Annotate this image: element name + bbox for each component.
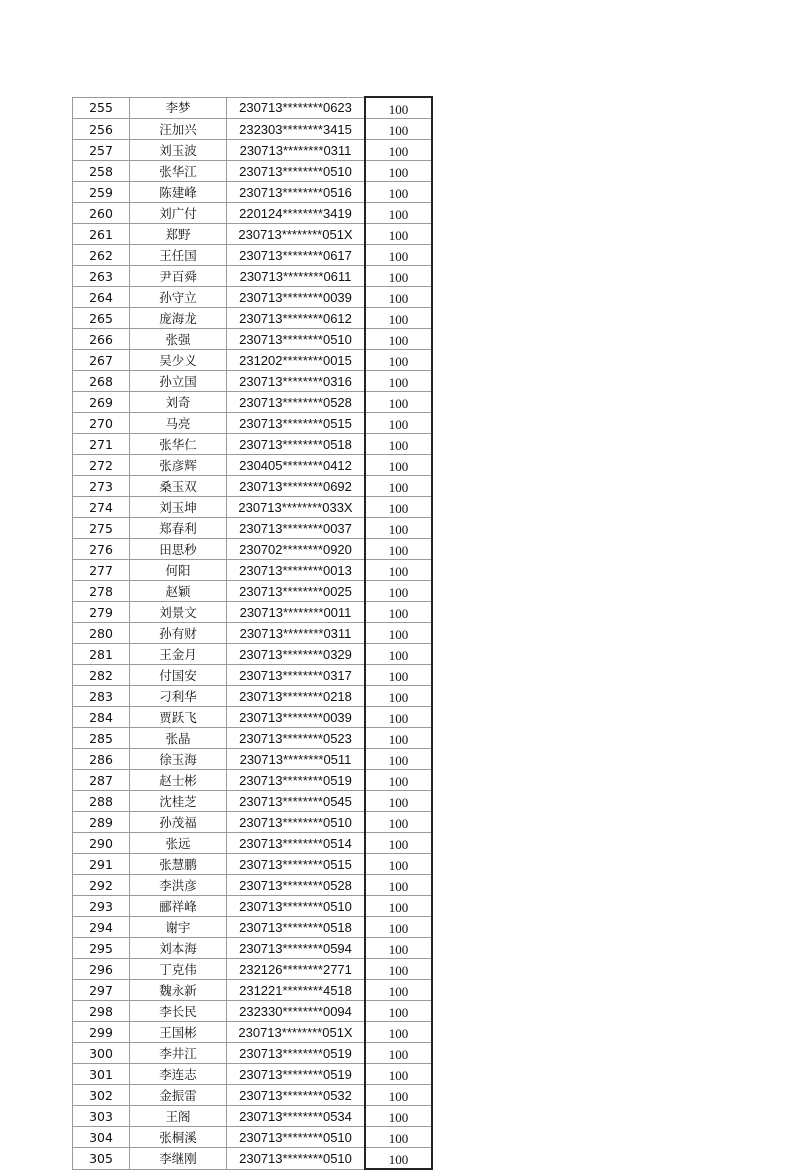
table-row	[73, 1085, 433, 1106]
table-row	[73, 476, 433, 497]
row-number-cell: 293	[73, 896, 130, 917]
id-number-cell: 230713********0039	[227, 287, 366, 308]
score-value-cell: 100	[365, 665, 432, 686]
table-row	[73, 581, 433, 602]
table-row	[73, 287, 433, 308]
id-number-cell: 230713********0510	[227, 329, 366, 350]
table-row	[73, 959, 433, 980]
id-number-cell: 230713********0594	[227, 938, 366, 959]
id-number-cell: 230713********051X	[227, 1022, 366, 1043]
person-name-cell: 王任国	[130, 245, 227, 266]
id-number-cell: 230713********0518	[227, 917, 366, 938]
id-number-cell: 230713********0039	[227, 707, 366, 728]
roster-table	[72, 96, 433, 1170]
person-name-cell: 刘景文	[130, 602, 227, 623]
id-number-cell: 230713********0515	[227, 854, 366, 875]
person-name-cell: 刘玉波	[130, 140, 227, 161]
score-value-cell: 100	[365, 518, 432, 539]
person-name-cell: 吴少义	[130, 350, 227, 371]
table-row	[73, 1064, 433, 1085]
person-name-cell: 张晶	[130, 728, 227, 749]
table-row	[73, 938, 433, 959]
person-name-cell: 马亮	[130, 413, 227, 434]
row-number-cell: 303	[73, 1106, 130, 1127]
row-number-cell: 271	[73, 434, 130, 455]
score-value-cell: 100	[365, 896, 432, 917]
table-row	[73, 224, 433, 245]
row-number-cell: 276	[73, 539, 130, 560]
person-name-cell: 徐玉海	[130, 749, 227, 770]
id-number-cell: 230713********0545	[227, 791, 366, 812]
row-number-cell: 258	[73, 161, 130, 182]
score-value-cell: 100	[365, 455, 432, 476]
table-row	[73, 602, 433, 623]
id-number-cell: 232303********3415	[227, 119, 366, 140]
person-name-cell: 王国彬	[130, 1022, 227, 1043]
id-number-cell: 232126********2771	[227, 959, 366, 980]
score-value-cell: 100	[365, 728, 432, 749]
row-number-cell: 283	[73, 686, 130, 707]
row-number-cell: 295	[73, 938, 130, 959]
row-number-cell: 268	[73, 371, 130, 392]
row-number-cell: 257	[73, 140, 130, 161]
table-row	[73, 749, 433, 770]
row-number-cell: 305	[73, 1148, 130, 1170]
score-value-cell: 100	[365, 812, 432, 833]
id-number-cell: 230713********0692	[227, 476, 366, 497]
id-number-cell: 230713********0611	[227, 266, 366, 287]
row-number-cell: 259	[73, 182, 130, 203]
score-value-cell: 100	[365, 1043, 432, 1064]
row-number-cell: 285	[73, 728, 130, 749]
row-number-cell: 289	[73, 812, 130, 833]
row-number-cell: 299	[73, 1022, 130, 1043]
person-name-cell: 刁利华	[130, 686, 227, 707]
row-number-cell: 264	[73, 287, 130, 308]
id-number-cell: 230713********0532	[227, 1085, 366, 1106]
table-row	[73, 266, 433, 287]
table-row	[73, 896, 433, 917]
table-row	[73, 329, 433, 350]
table-row	[73, 854, 433, 875]
score-value-cell: 100	[365, 602, 432, 623]
score-value-cell: 100	[365, 497, 432, 518]
row-number-cell: 270	[73, 413, 130, 434]
row-number-cell: 292	[73, 875, 130, 896]
score-value-cell: 100	[365, 707, 432, 728]
person-name-cell: 张慧鹏	[130, 854, 227, 875]
person-name-cell: 张强	[130, 329, 227, 350]
score-value-cell: 100	[365, 938, 432, 959]
score-value-cell: 100	[365, 266, 432, 287]
table-row	[73, 623, 433, 644]
id-number-cell: 230713********0510	[227, 161, 366, 182]
table-row	[73, 182, 433, 203]
score-value-cell: 100	[365, 140, 432, 161]
table-row	[73, 1148, 433, 1170]
score-value-cell: 100	[365, 833, 432, 854]
score-value-cell: 100	[365, 308, 432, 329]
person-name-cell: 刘奇	[130, 392, 227, 413]
row-number-cell: 301	[73, 1064, 130, 1085]
row-number-cell: 297	[73, 980, 130, 1001]
person-name-cell: 陈建峰	[130, 182, 227, 203]
score-value-cell: 100	[365, 1148, 432, 1170]
person-name-cell: 孙立国	[130, 371, 227, 392]
row-number-cell: 279	[73, 602, 130, 623]
person-name-cell: 李洪彦	[130, 875, 227, 896]
score-value-cell: 100	[365, 959, 432, 980]
table-row	[73, 392, 433, 413]
table-row	[73, 434, 433, 455]
id-number-cell: 230713********0025	[227, 581, 366, 602]
table-row	[73, 770, 433, 791]
id-number-cell: 230713********0519	[227, 770, 366, 791]
person-name-cell: 庞海龙	[130, 308, 227, 329]
id-number-cell: 230713********0516	[227, 182, 366, 203]
row-number-cell: 284	[73, 707, 130, 728]
person-name-cell: 李长民	[130, 1001, 227, 1022]
score-value-cell: 100	[365, 476, 432, 497]
person-name-cell: 魏永新	[130, 980, 227, 1001]
person-name-cell: 刘本海	[130, 938, 227, 959]
table-row	[73, 245, 433, 266]
person-name-cell: 张彦辉	[130, 455, 227, 476]
table-row	[73, 644, 433, 665]
score-value-cell: 100	[365, 413, 432, 434]
table-row	[73, 539, 433, 560]
row-number-cell: 263	[73, 266, 130, 287]
id-number-cell: 232330********0094	[227, 1001, 366, 1022]
row-number-cell: 286	[73, 749, 130, 770]
person-name-cell: 桑玉双	[130, 476, 227, 497]
row-number-cell: 290	[73, 833, 130, 854]
score-value-cell: 100	[365, 791, 432, 812]
table-row	[73, 560, 433, 581]
table-row	[73, 308, 433, 329]
score-value-cell: 100	[365, 245, 432, 266]
row-number-cell: 302	[73, 1085, 130, 1106]
roster-table-body	[73, 97, 433, 1169]
table-row	[73, 875, 433, 896]
row-number-cell: 287	[73, 770, 130, 791]
id-number-cell: 230713********0511	[227, 749, 366, 770]
table-row	[73, 203, 433, 224]
row-number-cell: 267	[73, 350, 130, 371]
id-number-cell: 230713********0623	[227, 97, 366, 119]
score-value-cell: 100	[365, 770, 432, 791]
id-number-cell: 230713********0510	[227, 896, 366, 917]
id-number-cell: 230713********051X	[227, 224, 366, 245]
row-number-cell: 298	[73, 1001, 130, 1022]
person-name-cell: 张远	[130, 833, 227, 854]
person-name-cell: 付国安	[130, 665, 227, 686]
id-number-cell: 230713********0311	[227, 623, 366, 644]
id-number-cell: 220124********3419	[227, 203, 366, 224]
table-row	[73, 812, 433, 833]
table-row	[73, 980, 433, 1001]
score-value-cell: 100	[365, 644, 432, 665]
score-value-cell: 100	[365, 371, 432, 392]
person-name-cell: 沈桂芝	[130, 791, 227, 812]
row-number-cell: 272	[73, 455, 130, 476]
person-name-cell: 郑春利	[130, 518, 227, 539]
table-row	[73, 140, 433, 161]
score-value-cell: 100	[365, 434, 432, 455]
score-value-cell: 100	[365, 1022, 432, 1043]
person-name-cell: 金振雷	[130, 1085, 227, 1106]
id-number-cell: 230713********0510	[227, 812, 366, 833]
id-number-cell: 230405********0412	[227, 455, 366, 476]
row-number-cell: 255	[73, 97, 130, 119]
id-number-cell: 230713********0515	[227, 413, 366, 434]
score-value-cell: 100	[365, 980, 432, 1001]
person-name-cell: 李连志	[130, 1064, 227, 1085]
id-number-cell: 230713********0519	[227, 1064, 366, 1085]
person-name-cell: 孙茂福	[130, 812, 227, 833]
score-value-cell: 100	[365, 287, 432, 308]
row-number-cell: 304	[73, 1127, 130, 1148]
id-number-cell: 230713********0514	[227, 833, 366, 854]
score-value-cell: 100	[365, 560, 432, 581]
table-row	[73, 97, 433, 119]
person-name-cell: 孙守立	[130, 287, 227, 308]
table-row	[73, 791, 433, 812]
score-value-cell: 100	[365, 1127, 432, 1148]
row-number-cell: 260	[73, 203, 130, 224]
person-name-cell: 王金月	[130, 644, 227, 665]
id-number-cell: 230713********0617	[227, 245, 366, 266]
person-name-cell: 贾跃飞	[130, 707, 227, 728]
row-number-cell: 281	[73, 644, 130, 665]
row-number-cell: 269	[73, 392, 130, 413]
score-value-cell: 100	[365, 917, 432, 938]
person-name-cell: 李井江	[130, 1043, 227, 1064]
table-row	[73, 728, 433, 749]
person-name-cell: 赵士彬	[130, 770, 227, 791]
score-value-cell: 100	[365, 392, 432, 413]
score-value-cell: 100	[365, 581, 432, 602]
table-row	[73, 665, 433, 686]
score-value-cell: 100	[365, 749, 432, 770]
row-number-cell: 278	[73, 581, 130, 602]
id-number-cell: 230713********0523	[227, 728, 366, 749]
person-name-cell: 李继刚	[130, 1148, 227, 1170]
table-row	[73, 1001, 433, 1022]
person-name-cell: 李梦	[130, 97, 227, 119]
table-row	[73, 518, 433, 539]
row-number-cell: 262	[73, 245, 130, 266]
row-number-cell: 288	[73, 791, 130, 812]
row-number-cell: 265	[73, 308, 130, 329]
id-number-cell: 230713********0528	[227, 392, 366, 413]
person-name-cell: 王阁	[130, 1106, 227, 1127]
id-number-cell: 230713********0316	[227, 371, 366, 392]
table-row	[73, 833, 433, 854]
person-name-cell: 张华江	[130, 161, 227, 182]
id-number-cell: 230713********0528	[227, 875, 366, 896]
id-number-cell: 230713********0534	[227, 1106, 366, 1127]
row-number-cell: 274	[73, 497, 130, 518]
person-name-cell: 谢宇	[130, 917, 227, 938]
person-name-cell: 汪加兴	[130, 119, 227, 140]
score-value-cell: 100	[365, 1064, 432, 1085]
row-number-cell: 291	[73, 854, 130, 875]
table-row	[73, 1043, 433, 1064]
id-number-cell: 230702********0920	[227, 539, 366, 560]
score-value-cell: 100	[365, 97, 432, 119]
score-value-cell: 100	[365, 182, 432, 203]
score-value-cell: 100	[365, 329, 432, 350]
person-name-cell: 刘玉坤	[130, 497, 227, 518]
id-number-cell: 230713********0037	[227, 518, 366, 539]
person-name-cell: 郑野	[130, 224, 227, 245]
table-row	[73, 455, 433, 476]
score-value-cell: 100	[365, 854, 432, 875]
id-number-cell: 230713********0519	[227, 1043, 366, 1064]
score-value-cell: 100	[365, 161, 432, 182]
score-value-cell: 100	[365, 203, 432, 224]
id-number-cell: 230713********0612	[227, 308, 366, 329]
person-name-cell: 孙有财	[130, 623, 227, 644]
id-number-cell: 230713********0518	[227, 434, 366, 455]
table-row	[73, 371, 433, 392]
score-value-cell: 100	[365, 1001, 432, 1022]
id-number-cell: 230713********0218	[227, 686, 366, 707]
person-name-cell: 郦祥峰	[130, 896, 227, 917]
id-number-cell: 230713********033X	[227, 497, 366, 518]
table-row	[73, 917, 433, 938]
score-value-cell: 100	[365, 350, 432, 371]
person-name-cell: 张桐溪	[130, 1127, 227, 1148]
score-value-cell: 100	[365, 1106, 432, 1127]
table-row	[73, 497, 433, 518]
person-name-cell: 刘广付	[130, 203, 227, 224]
person-name-cell: 尹百舜	[130, 266, 227, 287]
row-number-cell: 275	[73, 518, 130, 539]
table-row	[73, 119, 433, 140]
table-row	[73, 161, 433, 182]
score-value-cell: 100	[365, 623, 432, 644]
row-number-cell: 300	[73, 1043, 130, 1064]
person-name-cell: 何阳	[130, 560, 227, 581]
id-number-cell: 230713********0510	[227, 1148, 366, 1170]
person-name-cell: 张华仁	[130, 434, 227, 455]
score-value-cell: 100	[365, 875, 432, 896]
row-number-cell: 261	[73, 224, 130, 245]
row-number-cell: 296	[73, 959, 130, 980]
row-number-cell: 280	[73, 623, 130, 644]
row-number-cell: 273	[73, 476, 130, 497]
id-number-cell: 230713********0311	[227, 140, 366, 161]
table-row	[73, 350, 433, 371]
score-value-cell: 100	[365, 224, 432, 245]
person-name-cell: 丁克伟	[130, 959, 227, 980]
id-number-cell: 231202********0015	[227, 350, 366, 371]
person-name-cell: 赵颖	[130, 581, 227, 602]
score-value-cell: 100	[365, 686, 432, 707]
person-name-cell: 田思秒	[130, 539, 227, 560]
row-number-cell: 294	[73, 917, 130, 938]
table-row	[73, 413, 433, 434]
id-number-cell: 230713********0013	[227, 560, 366, 581]
table-row	[73, 707, 433, 728]
table-row	[73, 1127, 433, 1148]
id-number-cell: 230713********0317	[227, 665, 366, 686]
id-number-cell: 231221********4518	[227, 980, 366, 1001]
row-number-cell: 277	[73, 560, 130, 581]
score-value-cell: 100	[365, 119, 432, 140]
score-value-cell: 100	[365, 1085, 432, 1106]
row-number-cell: 256	[73, 119, 130, 140]
row-number-cell: 282	[73, 665, 130, 686]
id-number-cell: 230713********0510	[227, 1127, 366, 1148]
table-row	[73, 686, 433, 707]
row-number-cell: 266	[73, 329, 130, 350]
table-row	[73, 1022, 433, 1043]
table-row	[73, 1106, 433, 1127]
score-value-cell: 100	[365, 539, 432, 560]
id-number-cell: 230713********0329	[227, 644, 366, 665]
id-number-cell: 230713********0011	[227, 602, 366, 623]
